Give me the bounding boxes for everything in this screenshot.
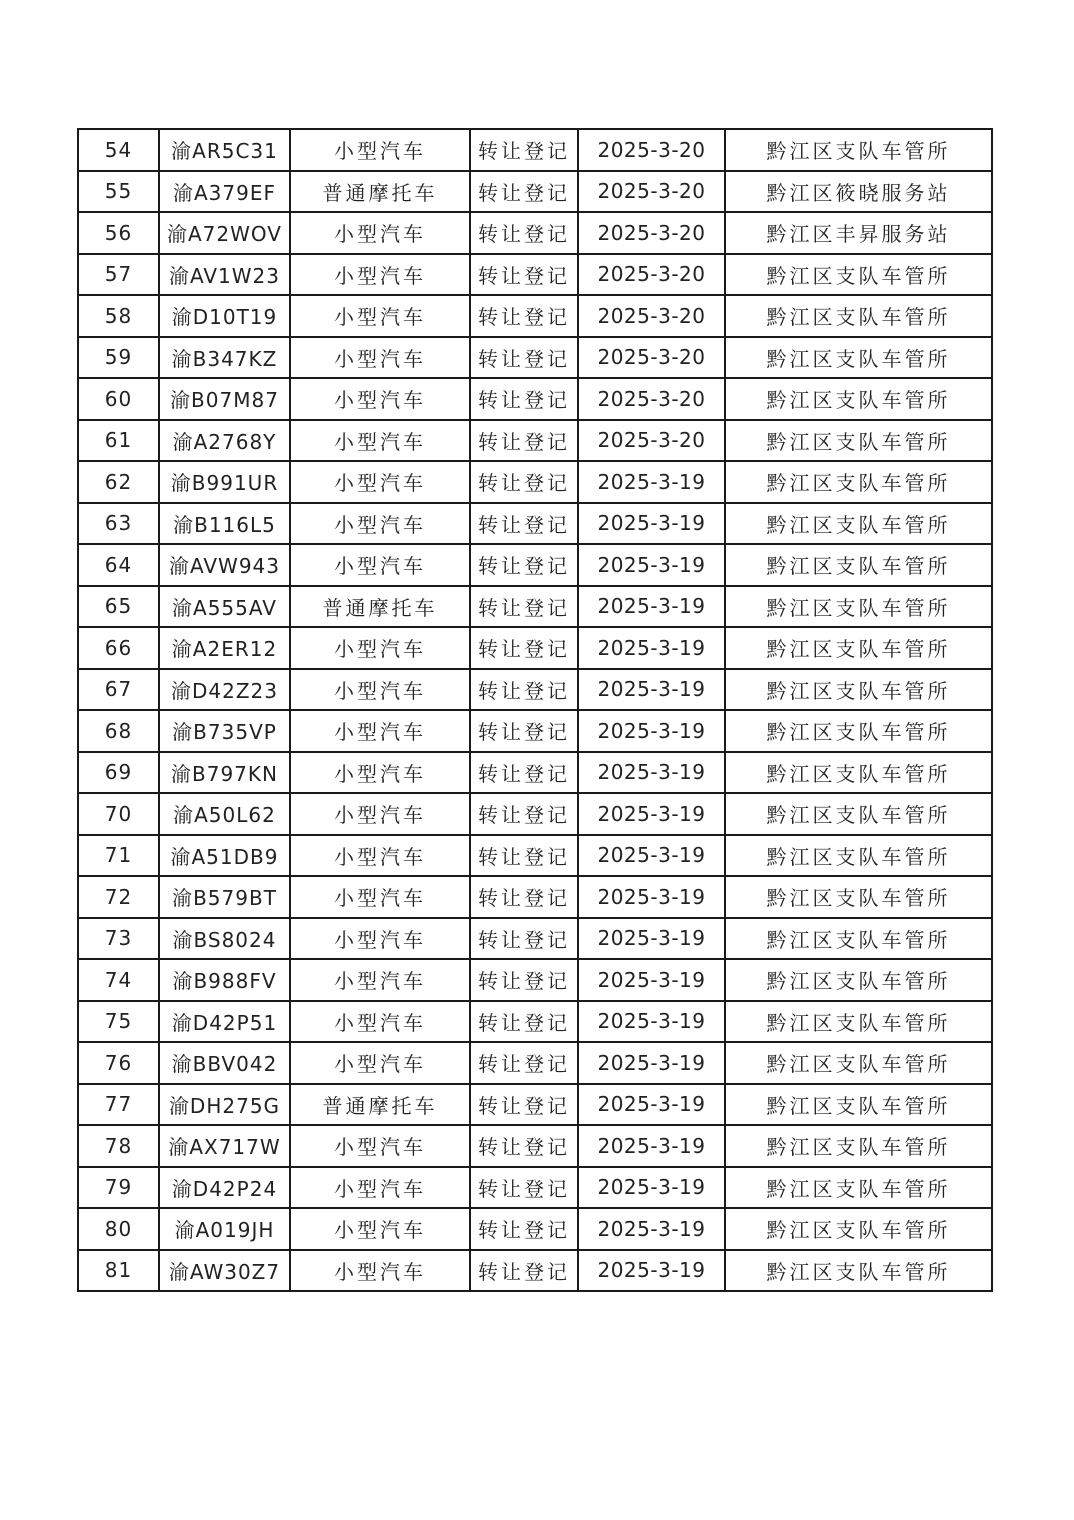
- cell-plate: 渝D10T19: [159, 295, 290, 337]
- cell-date: 2025-3-20: [578, 171, 725, 213]
- cell-plate: 渝BS8024: [159, 918, 290, 960]
- cell-business-type: 转让登记: [470, 1167, 578, 1209]
- cell-office: 黔江区支队车管所: [725, 544, 992, 586]
- cell-plate: 渝AR5C31: [159, 129, 290, 171]
- cell-office: 黔江区筱晓服务站: [725, 171, 992, 213]
- cell-office: 黔江区支队车管所: [725, 1084, 992, 1126]
- cell-office: 黔江区支队车管所: [725, 1167, 992, 1209]
- cell-plate: 渝AW30Z7: [159, 1250, 290, 1292]
- cell-number: 66: [78, 627, 159, 669]
- cell-business-type: 转让登记: [470, 503, 578, 545]
- cell-vehicle-type: 小型汽车: [290, 710, 470, 752]
- cell-business-type: 转让登记: [470, 129, 578, 171]
- cell-business-type: 转让登记: [470, 420, 578, 462]
- cell-date: 2025-3-19: [578, 710, 725, 752]
- cell-vehicle-type: 普通摩托车: [290, 586, 470, 628]
- cell-plate: 渝B988FV: [159, 959, 290, 1001]
- table-row: [78, 835, 992, 877]
- cell-business-type: 转让登记: [470, 876, 578, 918]
- cell-office: 黔江区支队车管所: [725, 752, 992, 794]
- cell-vehicle-type: 小型汽车: [290, 1250, 470, 1292]
- cell-business-type: 转让登记: [470, 1084, 578, 1126]
- cell-date: 2025-3-19: [578, 1125, 725, 1167]
- cell-date: 2025-3-20: [578, 254, 725, 296]
- cell-vehicle-type: 小型汽车: [290, 503, 470, 545]
- cell-date: 2025-3-19: [578, 544, 725, 586]
- cell-office: 黔江区支队车管所: [725, 918, 992, 960]
- table-row: [78, 1001, 992, 1043]
- cell-office: 黔江区支队车管所: [725, 503, 992, 545]
- cell-business-type: 转让登记: [470, 752, 578, 794]
- cell-number: 62: [78, 461, 159, 503]
- cell-business-type: 转让登记: [470, 544, 578, 586]
- cell-vehicle-type: 小型汽车: [290, 627, 470, 669]
- cell-vehicle-type: 小型汽车: [290, 544, 470, 586]
- cell-date: 2025-3-19: [578, 918, 725, 960]
- cell-number: 77: [78, 1084, 159, 1126]
- table-row: [78, 1167, 992, 1209]
- table-row: [78, 752, 992, 794]
- cell-number: 81: [78, 1250, 159, 1292]
- table-row: [78, 710, 992, 752]
- cell-plate: 渝D42P24: [159, 1167, 290, 1209]
- cell-plate: 渝BBV042: [159, 1042, 290, 1084]
- table-row: [78, 793, 992, 835]
- cell-business-type: 转让登记: [470, 1001, 578, 1043]
- cell-business-type: 转让登记: [470, 669, 578, 711]
- cell-date: 2025-3-19: [578, 793, 725, 835]
- cell-date: 2025-3-20: [578, 420, 725, 462]
- cell-number: 76: [78, 1042, 159, 1084]
- table-row: [78, 1125, 992, 1167]
- cell-vehicle-type: 小型汽车: [290, 669, 470, 711]
- cell-office: 黔江区支队车管所: [725, 1001, 992, 1043]
- cell-office: 黔江区支队车管所: [725, 1042, 992, 1084]
- cell-plate: 渝AV1W23: [159, 254, 290, 296]
- cell-date: 2025-3-19: [578, 876, 725, 918]
- cell-number: 73: [78, 918, 159, 960]
- cell-date: 2025-3-19: [578, 669, 725, 711]
- table-row: [78, 420, 992, 462]
- cell-plate: 渝A50L62: [159, 793, 290, 835]
- cell-plate: 渝B07M87: [159, 378, 290, 420]
- cell-office: 黔江区支队车管所: [725, 295, 992, 337]
- cell-business-type: 转让登记: [470, 1042, 578, 1084]
- cell-number: 67: [78, 669, 159, 711]
- cell-business-type: 转让登记: [470, 295, 578, 337]
- cell-date: 2025-3-20: [578, 212, 725, 254]
- table-row: [78, 1208, 992, 1250]
- cell-business-type: 转让登记: [470, 959, 578, 1001]
- cell-office: 黔江区支队车管所: [725, 627, 992, 669]
- cell-vehicle-type: 普通摩托车: [290, 171, 470, 213]
- cell-vehicle-type: 小型汽车: [290, 129, 470, 171]
- cell-vehicle-type: 小型汽车: [290, 1042, 470, 1084]
- cell-office: 黔江区支队车管所: [725, 461, 992, 503]
- cell-office: 黔江区支队车管所: [725, 378, 992, 420]
- table-row: [78, 295, 992, 337]
- cell-business-type: 转让登记: [470, 1125, 578, 1167]
- cell-office: 黔江区支队车管所: [725, 337, 992, 379]
- cell-number: 60: [78, 378, 159, 420]
- cell-vehicle-type: 小型汽车: [290, 1125, 470, 1167]
- cell-business-type: 转让登记: [470, 918, 578, 960]
- cell-date: 2025-3-20: [578, 337, 725, 379]
- table-row: [78, 171, 992, 213]
- cell-plate: 渝A379EF: [159, 171, 290, 213]
- cell-business-type: 转让登记: [470, 710, 578, 752]
- cell-number: 63: [78, 503, 159, 545]
- cell-office: 黔江区支队车管所: [725, 793, 992, 835]
- cell-plate: 渝B797KN: [159, 752, 290, 794]
- cell-vehicle-type: 小型汽车: [290, 959, 470, 1001]
- cell-plate: 渝B579BT: [159, 876, 290, 918]
- cell-number: 56: [78, 212, 159, 254]
- cell-business-type: 转让登记: [470, 212, 578, 254]
- cell-business-type: 转让登记: [470, 586, 578, 628]
- cell-date: 2025-3-19: [578, 835, 725, 877]
- cell-vehicle-type: 小型汽车: [290, 254, 470, 296]
- cell-number: 69: [78, 752, 159, 794]
- cell-date: 2025-3-19: [578, 503, 725, 545]
- cell-number: 54: [78, 129, 159, 171]
- table-row: [78, 876, 992, 918]
- cell-plate: 渝A2ER12: [159, 627, 290, 669]
- cell-number: 57: [78, 254, 159, 296]
- table-row: [78, 918, 992, 960]
- cell-number: 64: [78, 544, 159, 586]
- cell-office: 黔江区支队车管所: [725, 1125, 992, 1167]
- table-row: [78, 378, 992, 420]
- cell-number: 75: [78, 1001, 159, 1043]
- cell-vehicle-type: 小型汽车: [290, 212, 470, 254]
- cell-business-type: 转让登记: [470, 378, 578, 420]
- table-row: [78, 1250, 992, 1292]
- table-row: [78, 337, 992, 379]
- cell-plate: 渝A019JH: [159, 1208, 290, 1250]
- table-row: [78, 129, 992, 171]
- cell-date: 2025-3-19: [578, 1250, 725, 1292]
- cell-business-type: 转让登记: [470, 1250, 578, 1292]
- cell-date: 2025-3-19: [578, 1042, 725, 1084]
- cell-vehicle-type: 小型汽车: [290, 876, 470, 918]
- cell-vehicle-type: 小型汽车: [290, 378, 470, 420]
- cell-business-type: 转让登记: [470, 627, 578, 669]
- cell-number: 55: [78, 171, 159, 213]
- table-row: [78, 212, 992, 254]
- cell-date: 2025-3-20: [578, 295, 725, 337]
- cell-number: 80: [78, 1208, 159, 1250]
- cell-office: 黔江区支队车管所: [725, 1250, 992, 1292]
- cell-business-type: 转让登记: [470, 1208, 578, 1250]
- cell-plate: 渝A51DB9: [159, 835, 290, 877]
- cell-vehicle-type: 小型汽车: [290, 1001, 470, 1043]
- cell-plate: 渝A72WOV: [159, 212, 290, 254]
- cell-vehicle-type: 小型汽车: [290, 793, 470, 835]
- cell-office: 黔江区支队车管所: [725, 959, 992, 1001]
- table-row: [78, 669, 992, 711]
- cell-vehicle-type: 普通摩托车: [290, 1084, 470, 1126]
- cell-office: 黔江区支队车管所: [725, 710, 992, 752]
- cell-plate: 渝D42P51: [159, 1001, 290, 1043]
- cell-plate: 渝AX717W: [159, 1125, 290, 1167]
- cell-office: 黔江区支队车管所: [725, 835, 992, 877]
- cell-number: 70: [78, 793, 159, 835]
- table-row: [78, 254, 992, 296]
- cell-office: 黔江区丰昇服务站: [725, 212, 992, 254]
- cell-number: 79: [78, 1167, 159, 1209]
- table-row: [78, 627, 992, 669]
- cell-number: 68: [78, 710, 159, 752]
- cell-number: 74: [78, 959, 159, 1001]
- cell-plate: 渝B347KZ: [159, 337, 290, 379]
- cell-date: 2025-3-19: [578, 1001, 725, 1043]
- cell-office: 黔江区支队车管所: [725, 420, 992, 462]
- table-row: [78, 959, 992, 1001]
- cell-number: 59: [78, 337, 159, 379]
- table-row: [78, 1084, 992, 1126]
- cell-plate: 渝B991UR: [159, 461, 290, 503]
- cell-vehicle-type: 小型汽车: [290, 918, 470, 960]
- cell-date: 2025-3-19: [578, 752, 725, 794]
- cell-date: 2025-3-19: [578, 586, 725, 628]
- cell-vehicle-type: 小型汽车: [290, 461, 470, 503]
- cell-plate: 渝AVW943: [159, 544, 290, 586]
- cell-vehicle-type: 小型汽车: [290, 420, 470, 462]
- table-row: [78, 586, 992, 628]
- cell-plate: 渝A555AV: [159, 586, 290, 628]
- cell-office: 黔江区支队车管所: [725, 876, 992, 918]
- cell-number: 61: [78, 420, 159, 462]
- table-row: [78, 461, 992, 503]
- cell-vehicle-type: 小型汽车: [290, 1167, 470, 1209]
- cell-date: 2025-3-19: [578, 1167, 725, 1209]
- cell-vehicle-type: 小型汽车: [290, 752, 470, 794]
- cell-plate: 渝D42Z23: [159, 669, 290, 711]
- cell-vehicle-type: 小型汽车: [290, 1208, 470, 1250]
- cell-business-type: 转让登记: [470, 254, 578, 296]
- cell-number: 72: [78, 876, 159, 918]
- cell-date: 2025-3-19: [578, 1084, 725, 1126]
- cell-plate: 渝B116L5: [159, 503, 290, 545]
- cell-business-type: 转让登记: [470, 461, 578, 503]
- cell-date: 2025-3-20: [578, 378, 725, 420]
- cell-business-type: 转让登记: [470, 337, 578, 379]
- cell-plate: 渝DH275G: [159, 1084, 290, 1126]
- cell-number: 71: [78, 835, 159, 877]
- cell-business-type: 转让登记: [470, 793, 578, 835]
- cell-vehicle-type: 小型汽车: [290, 295, 470, 337]
- cell-plate: 渝A2768Y: [159, 420, 290, 462]
- cell-office: 黔江区支队车管所: [725, 586, 992, 628]
- cell-plate: 渝B735VP: [159, 710, 290, 752]
- cell-date: 2025-3-19: [578, 1208, 725, 1250]
- cell-date: 2025-3-20: [578, 129, 725, 171]
- cell-vehicle-type: 小型汽车: [290, 835, 470, 877]
- cell-office: 黔江区支队车管所: [725, 129, 992, 171]
- cell-vehicle-type: 小型汽车: [290, 337, 470, 379]
- table-body: [78, 129, 992, 1291]
- cell-office: 黔江区支队车管所: [725, 254, 992, 296]
- cell-business-type: 转让登记: [470, 835, 578, 877]
- cell-number: 78: [78, 1125, 159, 1167]
- cell-office: 黔江区支队车管所: [725, 1208, 992, 1250]
- cell-date: 2025-3-19: [578, 461, 725, 503]
- cell-office: 黔江区支队车管所: [725, 669, 992, 711]
- cell-business-type: 转让登记: [470, 171, 578, 213]
- registration-table: [77, 128, 993, 1292]
- table-row: [78, 544, 992, 586]
- cell-date: 2025-3-19: [578, 959, 725, 1001]
- cell-number: 65: [78, 586, 159, 628]
- table-row: [78, 503, 992, 545]
- cell-date: 2025-3-19: [578, 627, 725, 669]
- cell-number: 58: [78, 295, 159, 337]
- table-row: [78, 1042, 992, 1084]
